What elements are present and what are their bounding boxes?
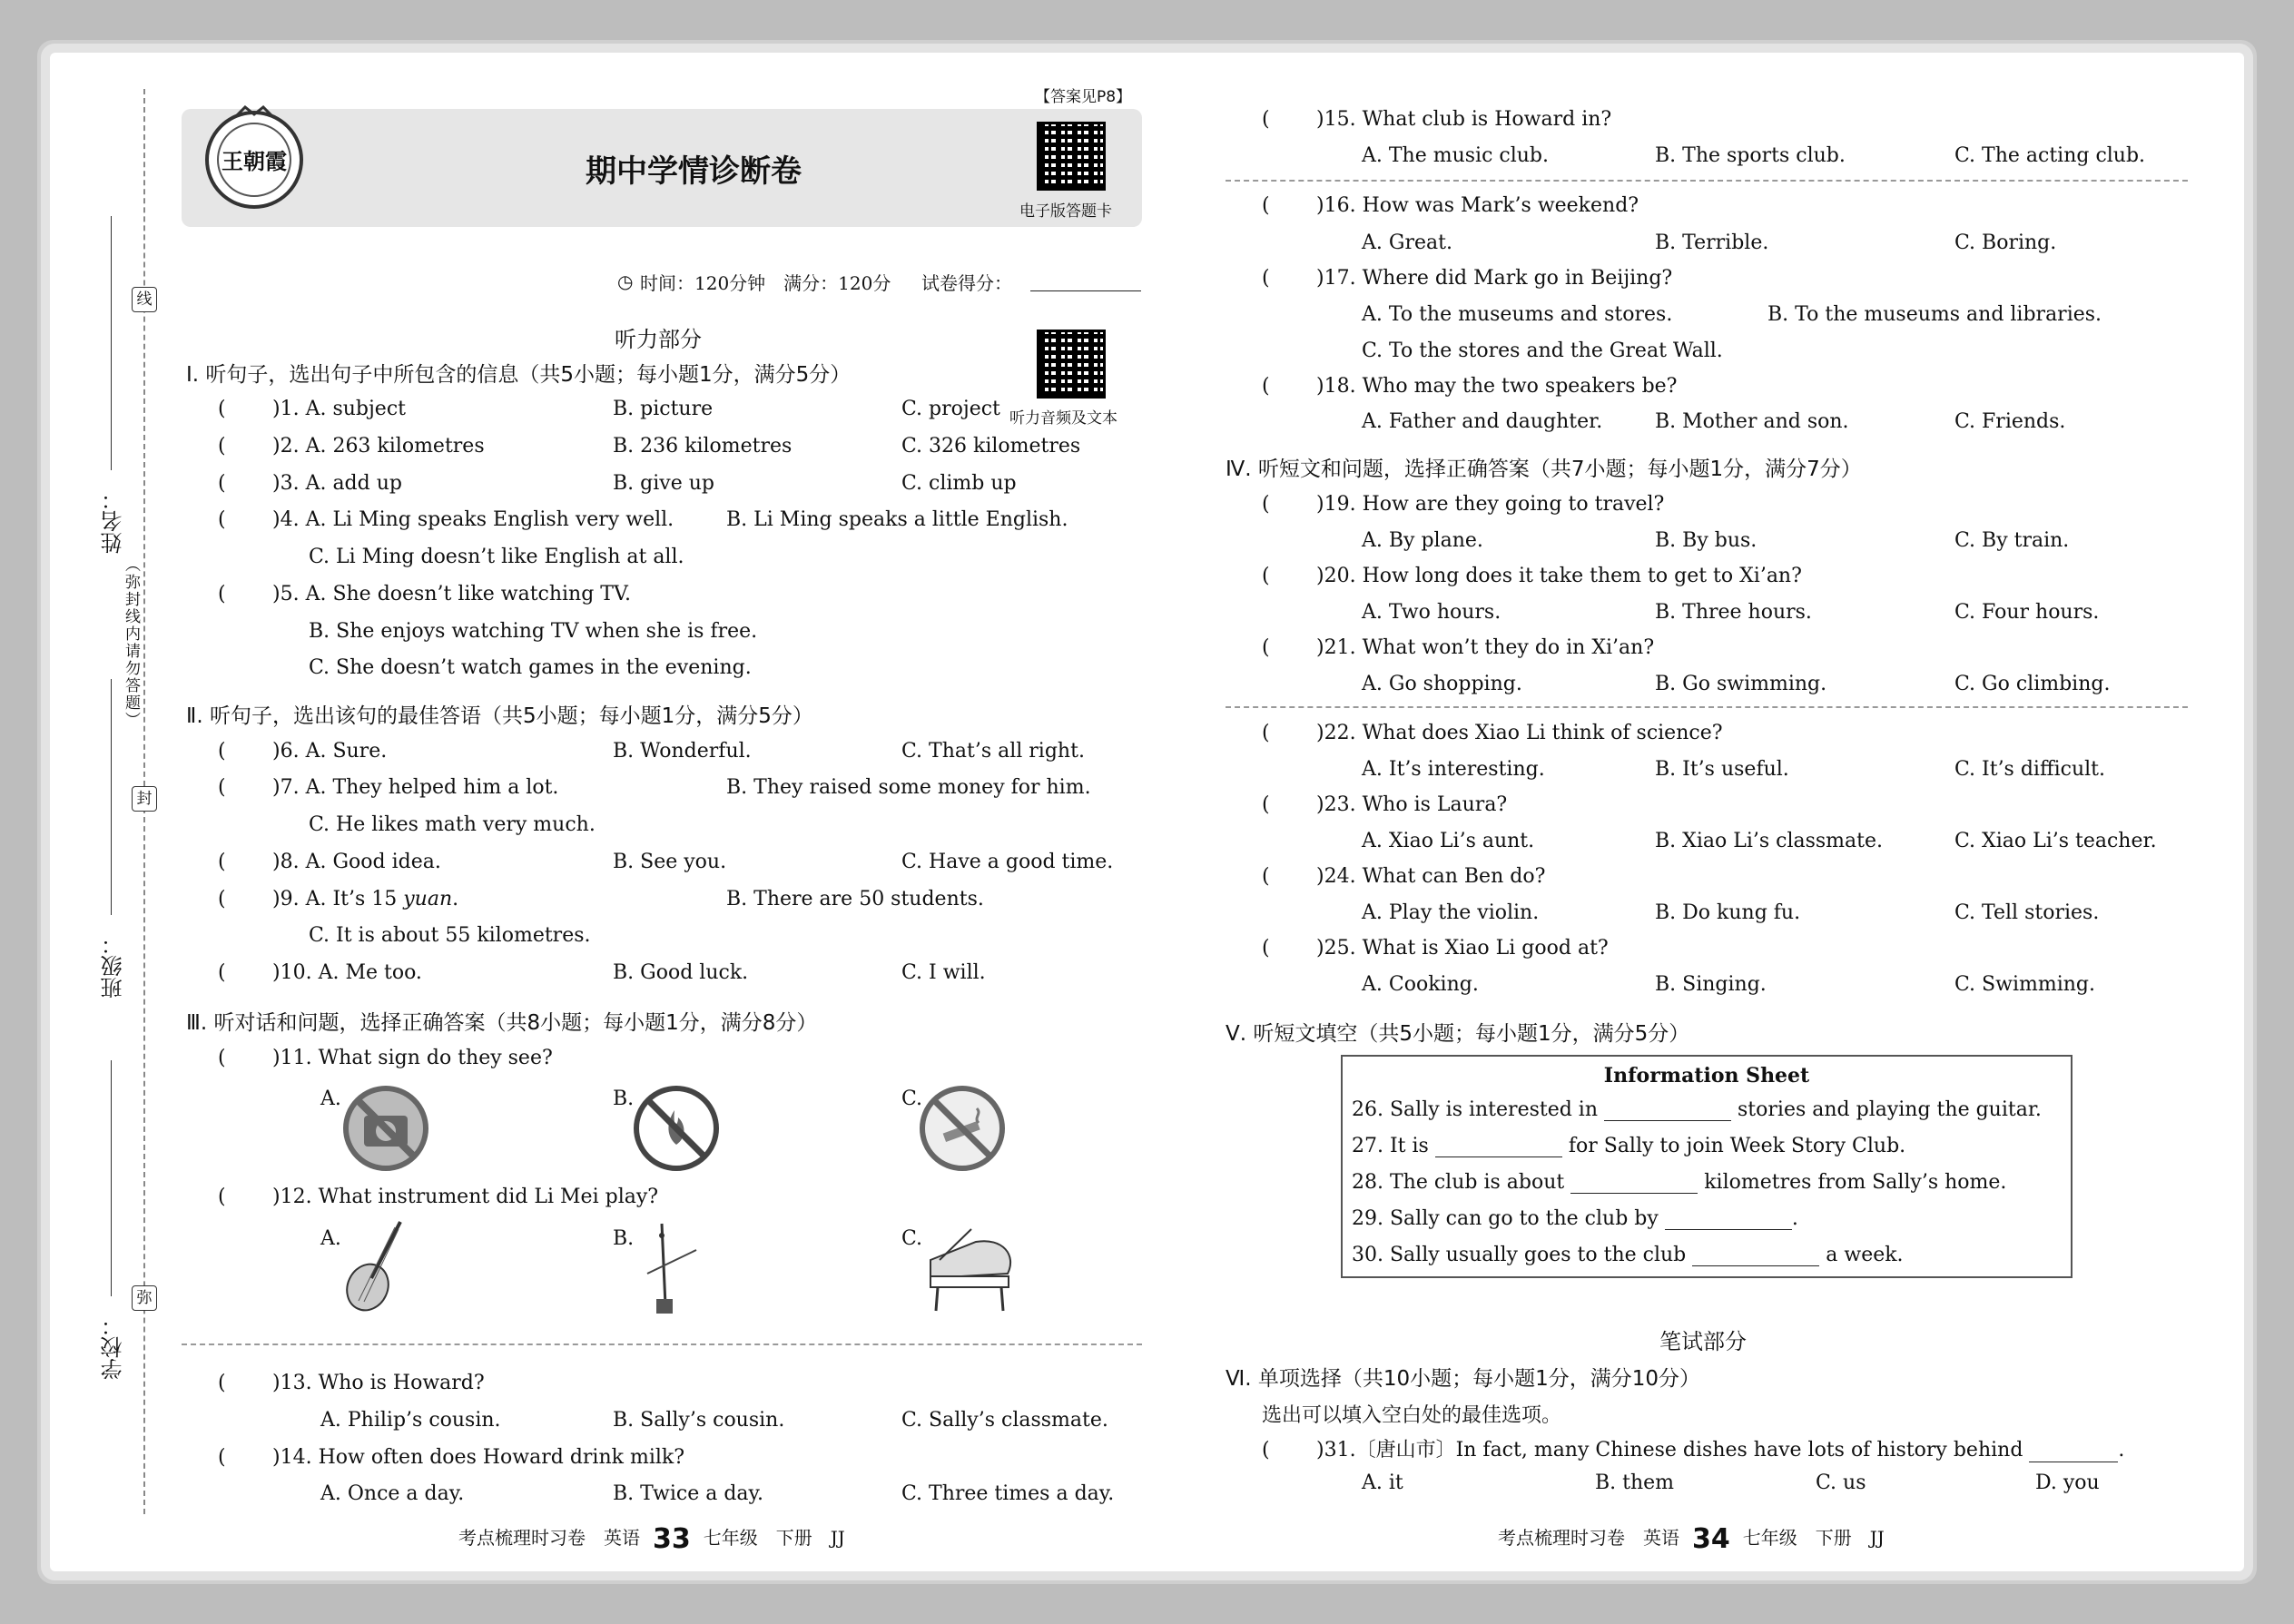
section-2-title: Ⅱ. 听句子，选出该句的最佳答语（共5小题；每小题1分，满分5分） xyxy=(186,704,813,728)
q14-option-a: A. Once a day. xyxy=(320,1482,465,1505)
q19-option-c: C. By train. xyxy=(1954,529,2070,552)
q4-option-b: B. Li Ming speaks a little English. xyxy=(726,508,1068,531)
divider xyxy=(1226,706,2188,708)
q11-option-c: C. xyxy=(901,1088,923,1110)
q15-option-c: C. The acting club. xyxy=(1954,144,2146,167)
q3-option-c: C. climb up xyxy=(901,472,1017,495)
question-14: ( )14. How often does Howard drink milk? xyxy=(218,1446,685,1469)
name-label: 姓名： xyxy=(101,488,126,554)
school-label: 学校： xyxy=(101,1314,126,1380)
info-line-27: 27. It is for Sally to join Week Story Club. xyxy=(1352,1135,1906,1157)
q11-option-a: A. xyxy=(320,1088,341,1110)
q20-option-a: A. Two hours. xyxy=(1362,601,1501,624)
audio-qr-icon[interactable] xyxy=(1037,330,1106,399)
footer-left: 考点梳理时习卷 英语 33 七年级 下册 JJ xyxy=(458,1523,845,1555)
q5-option-b: B. She enjoys watching TV when she is free. xyxy=(309,620,758,643)
q8-option-c: C. Have a good time. xyxy=(901,851,1114,873)
section-6-title: Ⅵ. 单项选择（共10小题；每小题1分，满分10分） xyxy=(1226,1367,1701,1391)
score-label: 试卷得分： xyxy=(921,272,1012,294)
q22-option-a: A. It’s interesting. xyxy=(1362,758,1545,781)
q13-option-c: C. Sally’s classmate. xyxy=(901,1409,1108,1432)
q2-option-b: B. 236 kilometres xyxy=(613,435,793,458)
q10-option-c: C. I will. xyxy=(901,961,986,984)
page-title: 期中学情诊断卷 xyxy=(586,153,802,190)
q17-option-a: A. To the museums and stores. xyxy=(1362,303,1673,326)
blank-28[interactable] xyxy=(1570,1175,1698,1194)
q7-option-b: B. They raised some money for him. xyxy=(726,776,1091,799)
q23-option-c: C. Xiao Li’s teacher. xyxy=(1954,830,2157,852)
question-1: ( )1. A. subject xyxy=(218,398,406,420)
q19-option-a: A. By plane. xyxy=(1362,529,1483,552)
question-12: ( )12. What instrument did Li Mei play? xyxy=(218,1186,659,1208)
q25-option-b: B. Singing. xyxy=(1655,973,1767,996)
binding-note: （弥封线内请勿答题） xyxy=(122,556,140,729)
q6-option-c: C. That’s all right. xyxy=(901,740,1085,763)
question-17: ( )17. Where did Mark go in Beijing? xyxy=(1262,267,1673,290)
q8-option-b: B. See you. xyxy=(613,851,727,873)
q12-option-b: B. xyxy=(613,1227,635,1250)
q11-option-b: B. xyxy=(613,1088,635,1110)
q31-option-a: A. it xyxy=(1362,1471,1403,1494)
q21-option-a: A. Go shopping. xyxy=(1362,673,1522,695)
q22-option-c: C. It’s difficult. xyxy=(1954,758,2105,781)
q14-option-b: B. Twice a day. xyxy=(613,1482,764,1505)
q1-option-c: C. project xyxy=(901,398,1000,420)
time-info: 时间：120分钟 满分：120分 xyxy=(640,272,891,294)
logo-text: 王朝霞 xyxy=(222,148,287,174)
q14-option-c: C. Three times a day. xyxy=(901,1482,1115,1505)
blank-31[interactable] xyxy=(2029,1443,2118,1462)
logo xyxy=(200,105,309,214)
binding-mark-feng: 封 xyxy=(132,786,157,812)
q18-option-a: A. Father and daughter. xyxy=(1362,410,1603,433)
question-11: ( )11. What sign do they see? xyxy=(218,1047,553,1069)
q12-option-c: C. xyxy=(901,1227,923,1250)
q5-option-c: C. She doesn’t watch games in the evening. xyxy=(309,656,752,679)
q23-option-b: B. Xiao Li’s classmate. xyxy=(1655,830,1884,852)
q15-option-a: A. The music club. xyxy=(1362,144,1550,167)
audio-caption: 听力音频及文本 xyxy=(1009,409,1117,428)
question-22: ( )22. What does Xiao Li think of science? xyxy=(1262,722,1723,744)
question-24: ( )24. What can Ben do? xyxy=(1262,865,1546,888)
q9-option-c: C. It is about 55 kilometres. xyxy=(309,924,591,947)
q6-option-b: B. Wonderful. xyxy=(613,740,752,763)
blank-27[interactable] xyxy=(1435,1138,1562,1157)
q2-option-c: C. 326 kilometres xyxy=(901,435,1081,458)
question-8: ( )8. A. Good idea. xyxy=(218,851,441,873)
question-9: ( )9. A. It’s 15 yuan. xyxy=(218,888,459,910)
q13-option-a: A. Philip’s cousin. xyxy=(320,1409,501,1432)
q16-option-b: B. Terrible. xyxy=(1655,231,1769,254)
q10-option-b: B. Good luck. xyxy=(613,961,749,984)
info-sheet-title: Information Sheet xyxy=(1603,1064,1810,1088)
question-16: ( )16. How was Mark’s weekend? xyxy=(1262,194,1639,217)
name-line xyxy=(111,216,112,470)
question-4: ( )4. A. Li Ming speaks English very well. xyxy=(218,508,674,531)
no-fire-sign-icon xyxy=(631,1083,722,1174)
q24-option-b: B. Do kung fu. xyxy=(1655,901,1801,924)
binding-mark-xian: 线 xyxy=(132,287,157,312)
q1-option-b: B. picture xyxy=(613,398,714,420)
section-1-title: Ⅰ. 听句子，选出句子中所包含的信息（共5小题；每小题1分，满分5分） xyxy=(186,363,852,387)
written-title: 笔试部分 xyxy=(1659,1329,1747,1354)
q19-option-b: B. By bus. xyxy=(1655,529,1757,552)
section-5-title: Ⅴ. 听短文填空（共5小题；每小题1分，满分5分） xyxy=(1226,1022,1690,1046)
divider xyxy=(1226,180,2188,182)
qr-caption: 电子版答题卡 xyxy=(1019,202,1112,221)
blank-29[interactable] xyxy=(1665,1211,1792,1230)
question-23: ( )23. Who is Laura? xyxy=(1262,793,1508,816)
q16-option-c: C. Boring. xyxy=(1954,231,2057,254)
blank-30[interactable] xyxy=(1692,1247,1819,1266)
blank-26[interactable] xyxy=(1604,1102,1731,1121)
info-line-29: 29. Sally can go to the club by . xyxy=(1352,1207,1798,1230)
q21-option-b: B. Go swimming. xyxy=(1655,673,1827,695)
info-line-30: 30. Sally usually goes to the club a week. xyxy=(1352,1244,1904,1266)
question-25: ( )25. What is Xiao Li good at? xyxy=(1262,937,1609,960)
q22-option-b: B. It’s useful. xyxy=(1655,758,1789,781)
erhu-icon xyxy=(640,1219,704,1319)
section-3-title: Ⅲ. 听对话和问题，选择正确答案（共8小题；每小题1分，满分8分） xyxy=(186,1011,818,1035)
pipa-icon xyxy=(340,1215,413,1314)
question-7: ( )7. A. They helped him a lot. xyxy=(218,776,559,799)
q15-option-b: B. The sports club. xyxy=(1655,144,1846,167)
question-3: ( )3. A. add up xyxy=(218,472,402,495)
score-field[interactable] xyxy=(1030,290,1141,291)
question-15: ( )15. What club is Howard in? xyxy=(1262,108,1612,131)
q17-option-c: C. To the stores and the Great Wall. xyxy=(1362,340,1723,362)
q16-option-a: A. Great. xyxy=(1362,231,1452,254)
q3-option-b: B. give up xyxy=(613,472,714,495)
no-smoking-sign-icon xyxy=(917,1083,1008,1174)
q20-option-b: B. Three hours. xyxy=(1655,601,1812,624)
section-6-instruction: 选出可以填入空白处的最佳选项。 xyxy=(1262,1404,1562,1427)
information-sheet xyxy=(1341,1055,2072,1278)
q21-option-c: C. Go climbing. xyxy=(1954,673,2111,695)
q18-option-c: C. Friends. xyxy=(1954,410,2066,433)
question-6: ( )6. A. Sure. xyxy=(218,740,388,763)
question-13: ( )13. Who is Howard? xyxy=(218,1372,485,1394)
q24-option-c: C. Tell stories. xyxy=(1954,901,2100,924)
q25-option-c: C. Swimming. xyxy=(1954,973,2095,996)
school-line xyxy=(111,1060,112,1296)
answer-reference: 【答案见P8】 xyxy=(1035,88,1132,106)
q25-option-a: A. Cooking. xyxy=(1362,973,1479,996)
question-19: ( )19. How are they going to travel? xyxy=(1262,493,1665,516)
answer-card-qr-icon[interactable] xyxy=(1037,122,1106,191)
q9-option-b: B. There are 50 students. xyxy=(726,888,984,910)
question-10: ( )10. A. Me too. xyxy=(218,961,422,984)
question-2: ( )2. A. 263 kilometres xyxy=(218,435,485,458)
question-20: ( )20. How long does it take them to get to Xi’an? xyxy=(1262,565,1802,587)
clock-icon: ◷ xyxy=(617,271,634,292)
class-label: 班级： xyxy=(101,933,126,999)
info-line-28: 28. The club is about kilometres from Sally’s home. xyxy=(1352,1171,2007,1194)
q31-option-b: B. them xyxy=(1595,1471,1675,1494)
info-line-26: 26. Sally is interested in stories and playing the guitar. xyxy=(1352,1098,2042,1121)
piano-icon xyxy=(921,1224,1021,1314)
q7-option-c: C. He likes math very much. xyxy=(309,813,596,836)
q23-option-a: A. Xiao Li’s aunt. xyxy=(1362,830,1535,852)
binding-mark-mi: 弥 xyxy=(132,1285,157,1311)
q31-option-d: D. you xyxy=(2035,1471,2100,1494)
question-31: ( )31.〔唐山市〕In fact, many Chinese dishes have lots of history behind . xyxy=(1262,1439,2125,1462)
footer-right: 考点梳理时习卷 英语 34 七年级 下册 JJ xyxy=(1498,1523,1885,1555)
question-18: ( )18. Who may the two speakers be? xyxy=(1262,375,1678,398)
q24-option-a: A. Play the violin. xyxy=(1362,901,1540,924)
question-21: ( )21. What won’t they do in Xi’an? xyxy=(1262,636,1655,659)
divider xyxy=(182,1343,1142,1345)
q13-option-b: B. Sally’s cousin. xyxy=(613,1409,785,1432)
section-4-title: Ⅳ. 听短文和问题，选择正确答案（共7小题；每小题1分，满分7分） xyxy=(1226,458,1862,481)
class-line xyxy=(111,679,112,915)
q18-option-b: B. Mother and son. xyxy=(1655,410,1849,433)
q4-option-c: C. Li Ming doesn’t like English at all. xyxy=(309,546,684,568)
q20-option-c: C. Four hours. xyxy=(1954,601,2100,624)
no-camera-sign-icon xyxy=(340,1083,431,1174)
q17-option-b: B. To the museums and libraries. xyxy=(1767,303,2102,326)
q12-option-a: A. xyxy=(320,1227,341,1250)
q31-option-c: C. us xyxy=(1816,1471,1866,1494)
exam-sheet xyxy=(50,53,2244,1571)
listening-title: 听力部分 xyxy=(615,327,702,352)
question-5: ( )5. A. She doesn’t like watching TV. xyxy=(218,583,632,605)
